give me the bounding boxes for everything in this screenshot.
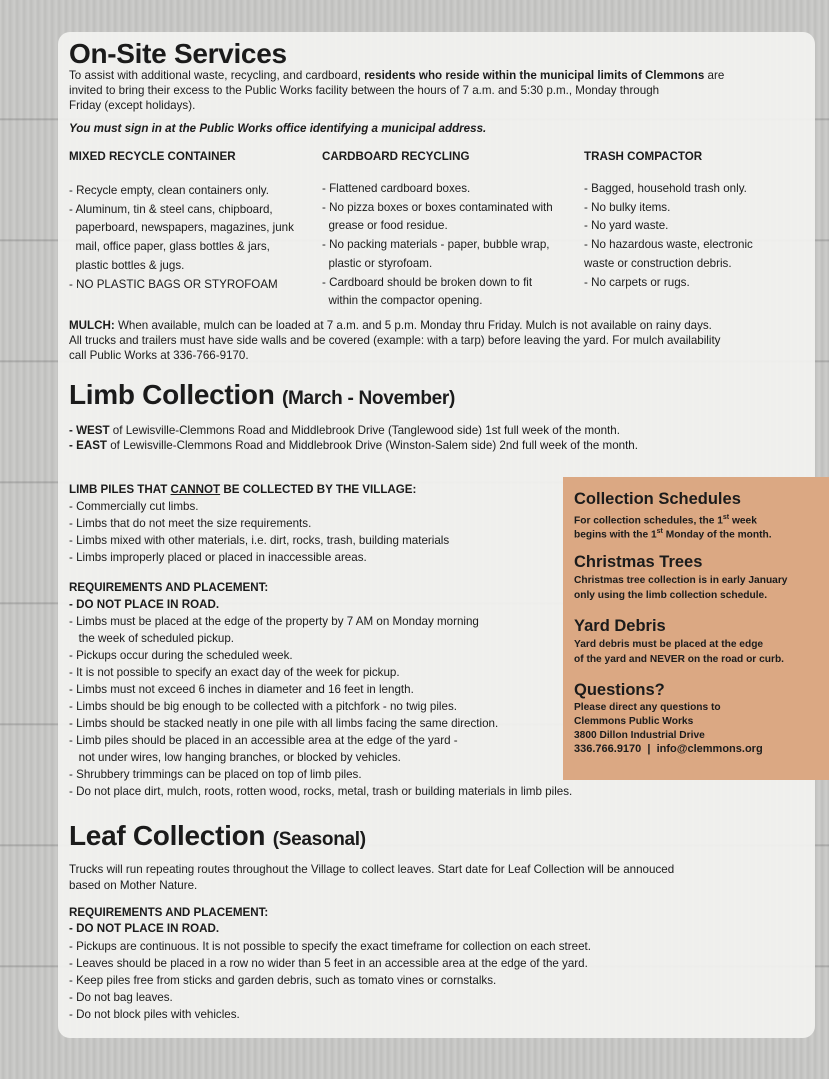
schedules-text: begins with the 1 <box>574 529 657 541</box>
cannot-text-c: BE COLLECTED BY THE VILLAGE: <box>220 483 417 496</box>
schedules-text: For collection schedules, the 1 <box>574 515 723 527</box>
limb-req-item: - Limbs must be placed at the edge of the property by 7 AM on Monday morning <box>69 615 479 628</box>
compactor-item: - No carpets or rugs. <box>584 275 690 289</box>
mulch-label: MULCH: <box>69 319 115 332</box>
onsite-intro-text-end: are <box>704 69 725 82</box>
onsite-intro-line-3: Friday (except holidays). <box>69 99 196 112</box>
cardboard-list <box>322 180 553 311</box>
compactor-item: - Bagged, household trash only. <box>584 182 747 195</box>
limb-req-list <box>69 613 572 800</box>
recycle-item: - Recycle empty, clean containers only. <box>69 184 269 197</box>
limb-req-item: - Limb piles should be placed in an accessible area at the edge of the yard - <box>69 734 458 747</box>
leaf-req-item: - Leaves should be placed in a row no wider than 5 feet in an accessible area at the edge of the yard. <box>69 957 588 970</box>
recycle-item: plastic bottles & jugs. <box>69 258 185 272</box>
compactor-item: waste or construction debris. <box>584 256 732 270</box>
leaf-req-item: - Do not block piles with vehicles. <box>69 1008 240 1021</box>
cannot-text-underlined: CANNOT <box>170 483 221 496</box>
schedules-text: Monday of the month. <box>662 529 772 541</box>
schedules-title: Collection Schedules <box>574 490 741 508</box>
limb-req-item: - Limbs must not exceed 6 inches in diameter and 16 feet in length. <box>69 683 414 696</box>
yard-debris-line-1: Yard debris must be placed at the edge <box>574 639 764 650</box>
compactor-item: - No yard waste. <box>584 219 669 233</box>
onsite-title: On-Site Services <box>69 38 287 69</box>
limb-subtitle: (March - November) <box>282 388 456 409</box>
schedules-line-2 <box>574 524 772 542</box>
mulch-line-3: call Public Works at 336-766-9170. <box>69 349 249 362</box>
leaf-subtitle: (Seasonal) <box>272 829 366 850</box>
cardboard-item: grease or food residue. <box>322 219 448 233</box>
cardboard-item: - Cardboard should be broken down to fit <box>322 275 533 289</box>
mulch-text: When available, mulch can be loaded at 7 a.m. and 5 p.m. Monday thru Friday. Mulch is not available on rainy days. <box>114 319 712 332</box>
yard-debris-title: Yard Debris <box>574 617 666 635</box>
leaf-req-item: - Pickups are continuous. It is not possible to specify the exact timeframe for collection on each street. <box>69 940 591 953</box>
cannot-text-a: LIMB PILES THAT <box>69 483 171 496</box>
recycle-list <box>69 182 294 294</box>
leaf-req-item: - Do not bag leaves. <box>69 991 173 1004</box>
limb-req-item: - Limbs should be big enough to be collected with a pitchfork - no twig piles. <box>69 700 457 713</box>
limb-cannot-heading <box>69 483 416 496</box>
leaf-req-item: - Keep piles free from sticks and garden debris, such as tomato vines or cornstalks. <box>69 974 497 987</box>
onsite-intro-bold: residents who reside within the municipal limits of Clemmons <box>364 69 705 82</box>
leaf-req-heading: REQUIREMENTS AND PLACEMENT: <box>69 906 269 919</box>
limb-req-item: - Shrubbery trimmings can be placed on top of limb piles. <box>69 768 362 781</box>
west-label: - WEST <box>69 424 110 437</box>
onsite-intro-line-2: invited to bring their excess to the Public Works facility between the hours of 7 a.m. and 5:30 p.m., Monday through <box>69 84 660 97</box>
limb-cannot-list <box>69 498 449 566</box>
compactor-item: - No bulky items. <box>584 200 671 214</box>
cardboard-heading: CARDBOARD RECYCLING <box>322 150 470 163</box>
leaf-req-list <box>69 938 591 1023</box>
limb-cannot-item: - Limbs that do not meet the size requirements. <box>69 517 312 530</box>
limb-no-road: - DO NOT PLACE IN ROAD. <box>69 598 220 611</box>
limb-cannot-item: - Limbs improperly placed or placed in inaccessible areas. <box>69 551 367 564</box>
limb-req-item: - Do not place dirt, mulch, roots, rotten wood, rocks, metal, trash or building materials in limb piles. <box>69 785 573 798</box>
compactor-heading: TRASH COMPACTOR <box>584 150 703 163</box>
recycle-item: mail, office paper, glass bottles & jars, <box>69 240 270 254</box>
recycle-item: - NO PLASTIC BAGS OR STYROFOAM <box>69 277 278 291</box>
questions-line-2: Clemmons Public Works <box>574 716 694 727</box>
recycle-item: paperboard, newspapers, magazines, junk <box>69 221 294 235</box>
limb-req-heading: REQUIREMENTS AND PLACEMENT: <box>69 581 269 594</box>
cardboard-item: within the compactor opening. <box>322 294 483 308</box>
limb-req-item: - Limbs should be stacked neatly in one pile with all limbs facing the same direction. <box>69 717 499 730</box>
cardboard-item: plastic or styrofoam. <box>322 256 433 270</box>
info-sidebar <box>563 477 829 780</box>
compactor-item: - No hazardous waste, electronic <box>584 238 753 252</box>
mulch-line-2: All trucks and trailers must have side walls and be covered (example: with a tarp) before leaving the yard. For mulch availability <box>69 334 721 347</box>
cardboard-item: - Flattened cardboard boxes. <box>322 182 471 195</box>
limb-req-item: not under wires, low hanging branches, or blocked by vehicles. <box>69 751 401 764</box>
leaf-intro-line-1: Trucks will run repeating routes throughout the Village to collect leaves. Start date for Leaf Collection will be annouced <box>69 863 675 876</box>
recycle-heading: MIXED RECYCLE CONTAINER <box>69 150 236 163</box>
leaf-title-text: Leaf Collection <box>69 820 266 851</box>
questions-line-3: 3800 Dillon Industrial Drive <box>574 730 705 741</box>
questions-contact: 336.766.9170 | info@clemmons.org <box>574 743 763 755</box>
east-text: of Lewisville-Clemmons Road and Middlebrook Drive (Winston-Salem side) 2nd full week of the month. <box>107 439 638 452</box>
limb-cannot-item: - Commercially cut limbs. <box>69 500 199 513</box>
cardboard-item: - No pizza boxes or boxes contaminated with <box>322 200 553 214</box>
onsite-intro-text: To assist with additional waste, recycling, and cardboard, <box>69 69 365 82</box>
christmas-line-2: only using the limb collection schedule. <box>574 590 768 601</box>
schedules-text: week <box>729 515 757 527</box>
leaf-intro-line-2: based on Mother Nature. <box>69 879 198 892</box>
schedules-sup: st <box>722 514 730 521</box>
leaf-no-road: - DO NOT PLACE IN ROAD. <box>69 922 220 935</box>
limb-east-line <box>69 437 638 454</box>
leaf-title <box>69 820 366 852</box>
cardboard-item: - No packing materials - paper, bubble wrap, <box>322 238 550 252</box>
limb-cannot-item: - Limbs mixed with other materials, i.e. dirt, rocks, trash, building materials <box>69 534 450 547</box>
yard-debris-line-2: of the yard and NEVER on the road or curb. <box>574 654 784 665</box>
limb-req-item: the week of scheduled pickup. <box>69 632 234 645</box>
recycle-item: - Aluminum, tin & steel cans, chipboard, <box>69 202 273 216</box>
questions-title: Questions? <box>574 681 665 699</box>
west-text: of Lewisville-Clemmons Road and Middlebrook Drive (Tanglewood side) 1st full week of the month. <box>109 424 620 437</box>
east-label: - EAST <box>69 439 108 452</box>
onsite-signin-note: You must sign in at the Public Works office identifying a municipal address. <box>69 122 487 135</box>
schedules-sup: st <box>656 528 663 535</box>
limb-title <box>69 379 455 411</box>
christmas-line-1: Christmas tree collection is in early January <box>574 575 788 586</box>
limb-req-item: - It is not possible to specify an exact day of the week for pickup. <box>69 666 400 679</box>
limb-title-text: Limb Collection <box>69 379 275 410</box>
christmas-title: Christmas Trees <box>574 553 703 571</box>
limb-req-item: - Pickups occur during the scheduled week. <box>69 649 293 662</box>
compactor-list <box>584 180 753 292</box>
questions-line-1: Please direct any questions to <box>574 702 721 713</box>
